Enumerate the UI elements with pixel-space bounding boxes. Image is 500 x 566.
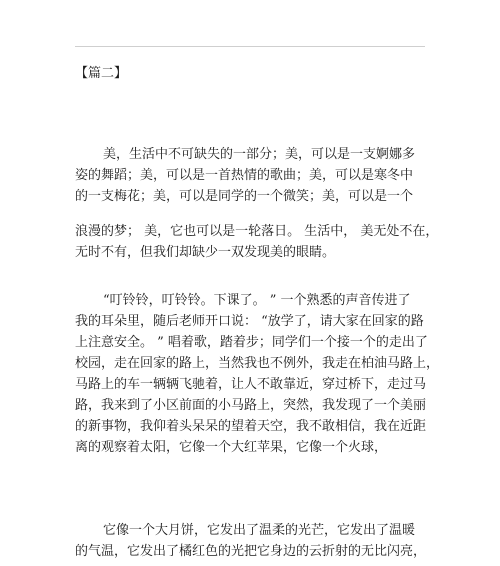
- paragraph-line: 马路上的车一辆辆飞驰着，让人不敢靠近，穿过桥下，走过马: [75, 377, 427, 392]
- paragraph-2: [75, 290, 440, 458]
- paragraph-line: 我的耳朵里，随后老师开口说： “放学了，请大家在回家的路: [75, 314, 424, 329]
- paragraph-line: “叮铃铃，叮铃铃。下课了。 ” 一个熟悉的声音传进了: [103, 293, 411, 308]
- paragraph-line: 美，生活中不可缺失的一部分；美，可以是一支婀娜多: [103, 147, 416, 162]
- paragraph-3: [75, 520, 435, 562]
- line-gap: [75, 207, 435, 221]
- top-divider: [75, 46, 425, 47]
- paragraph-line: 的新事物，我仰着头呆呆的望着天空，我不敢相信，我在近距: [75, 419, 427, 434]
- paragraph-line: 无时不有，但我们却缺少一双发现美的眼睛。: [75, 245, 336, 260]
- paragraph-line: 校园，走在回家的路上，当然我也不例外，我走在柏油马路上，: [75, 356, 440, 371]
- paragraph-line: 路，我来到了小区前面的小马路上，突然，我发现了一个美丽: [75, 398, 427, 413]
- paragraph-line: 姿的舞蹈；美，可以是一首热情的歌曲；美，可以是寒冬中: [75, 168, 414, 183]
- paragraph-1: [75, 144, 439, 263]
- paragraph-line: 它像一个大月饼，它发出了温柔的光芒，它发出了温暖: [103, 523, 416, 538]
- paragraph-line: 的一支梅花；美，可以是同学的一个微笑；美，可以是一个: [75, 189, 414, 204]
- paragraph-line: 离的观察着太阳，它像一个大红苹果，它像一个火球，: [75, 440, 388, 455]
- paragraph-line: 上注意安全。 ” 唱着歌，踏着步；同学们一个接一个的走出了: [75, 335, 428, 350]
- paragraph-line: 浪漫的梦； 美，它也可以是一轮落日。 生活中， 美无处不在，: [75, 224, 439, 239]
- section-heading: 【篇二】: [75, 66, 128, 81]
- paragraph-line: 的气温，它发出了橘红色的光把它身边的云折射的无比闪亮，: [75, 544, 427, 559]
